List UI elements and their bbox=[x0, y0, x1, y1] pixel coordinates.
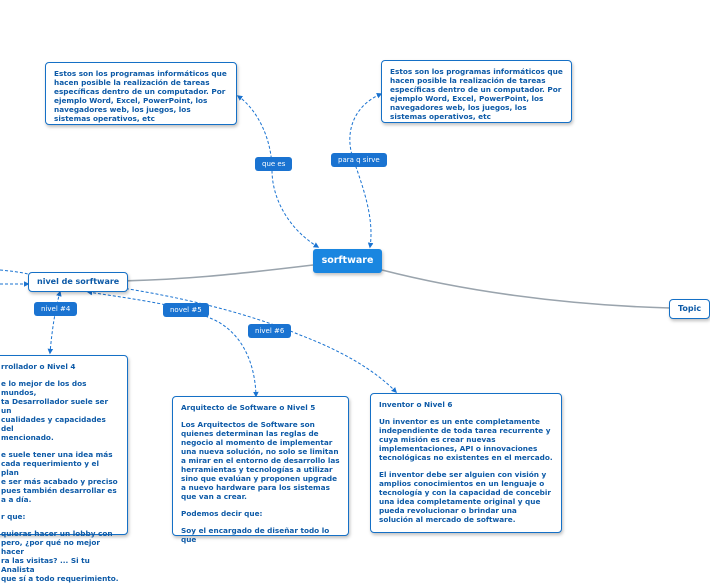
nivel-6-paragraph-1: Un inventor es un ente completamente independiente de toda tarea recurrente y cuya misión es crear nuevas implementaciones, API o innovaciones tecnológicas no existentes en el mercado. bbox=[379, 417, 553, 462]
que-es-description-box bbox=[45, 62, 237, 125]
para-q-sirve-description-box bbox=[381, 60, 572, 123]
nivel-4-paragraph-3: r que: bbox=[1, 512, 26, 521]
link-para-q-sirve bbox=[350, 94, 381, 247]
nivel-6-title: Inventor o Nivel 6 bbox=[379, 400, 453, 409]
nivel-4-paragraph-1: e lo mejor de los dos mundos, ta Desarrollador suele ser un cualidades y capacidades del mencionado. bbox=[1, 379, 109, 442]
que-es-description: Estos son los programas informáticos que hacen posible la realización de tareas específicas dentro de un computador. Por ejemplo Word, Excel, PowerPoint, los navegadores web, los juegos, los sistemas operativos, etc bbox=[54, 69, 227, 123]
label-nivel-4[interactable]: nivel #4 bbox=[34, 302, 77, 316]
label-que-es[interactable]: que es bbox=[255, 157, 292, 171]
topic-node[interactable]: Topic bbox=[669, 299, 710, 319]
branch-to-topic bbox=[382, 270, 670, 308]
central-topic[interactable]: sorftware bbox=[313, 249, 382, 273]
nivel-4-paragraph-4: quieras hacer un lobby con pero, ¿por qué no mejor hacer ra las visitas? ... Si tu Analista que sí a todo requerimiento. bbox=[1, 529, 119, 583]
nivel-5-paragraph-1: Los Arquitectos de Software son quienes determinan las reglas de negocio al momento de implementar una nueva solución, no solo se limitan a mirar en el entorno de desarrollo las herramientas y tecnologías a utilizar sino que evalúan y proponen upgrade a nuevo hardware para los sistemas que van a crear. bbox=[181, 420, 340, 501]
nivel-5-title: Arquitecto de Software o Nivel 5 bbox=[181, 403, 316, 412]
nivel-4-title: rrollador o Nivel 4 bbox=[1, 362, 76, 371]
nivel-5-box bbox=[172, 396, 349, 544]
nivel-6-box bbox=[370, 393, 562, 533]
nivel-6-paragraph-2: El inventor debe ser alguien con visión y amplios conocimientos en un lenguaje o tecnología y con la capacidad de concebir una idea completamente original y que pueda revolucionar o brindar una solución al mercado de software. bbox=[379, 470, 551, 524]
nivel-5-paragraph-3: Soy el encargado de diseñar todo lo que bbox=[181, 526, 330, 544]
label-nivel-5[interactable]: novel #5 bbox=[163, 303, 209, 317]
para-q-sirve-description: Estos son los programas informáticos que hacen posible la realización de tareas específicas dentro de un computador. Por ejemplo Word, Excel, PowerPoint, los navegadores web, los juegos, los sistemas operativos, etc bbox=[390, 67, 563, 121]
nivel-de-software-node[interactable]: nivel de sorftware bbox=[28, 272, 128, 292]
label-para-q-sirve[interactable]: para q sirve bbox=[331, 153, 387, 167]
link-que-es bbox=[238, 96, 318, 247]
link-nivel6 bbox=[116, 287, 396, 392]
branch-left-stub-1 bbox=[0, 270, 28, 274]
branch-to-nivel bbox=[116, 265, 313, 281]
nivel-4-paragraph-2: e suele tener una idea más cada requerimiento y el plan e ser más acabado y preciso pues también desarrollar es a a día. bbox=[1, 450, 118, 504]
nivel-4-box bbox=[0, 355, 128, 583]
nivel-5-paragraph-2: Podemos decir que: bbox=[181, 509, 263, 518]
label-nivel-6[interactable]: nivel #6 bbox=[248, 324, 291, 338]
